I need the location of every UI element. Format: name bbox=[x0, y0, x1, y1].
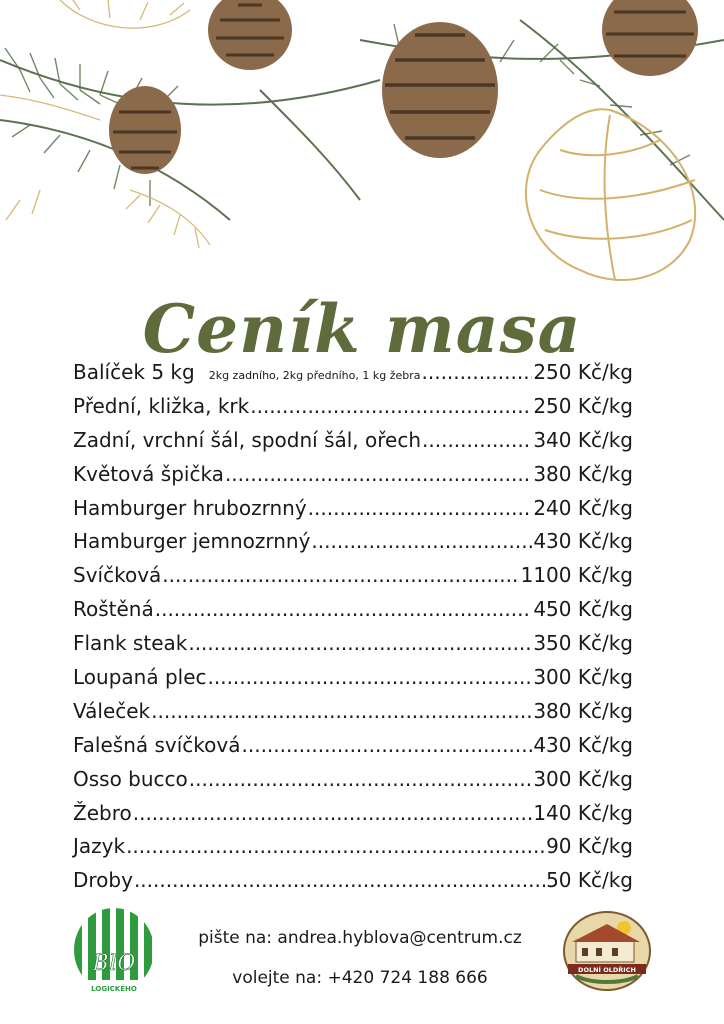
item-name: Roštěná bbox=[73, 597, 154, 622]
dot-leader bbox=[151, 699, 532, 723]
item-price: 250 Kč/kg bbox=[533, 393, 633, 418]
price-row bbox=[73, 360, 633, 394]
dot-leader bbox=[225, 462, 532, 486]
item-name: Přední, kližka, krk bbox=[73, 393, 250, 418]
price-row bbox=[73, 733, 633, 767]
price-row bbox=[73, 868, 633, 902]
item-price: 340 Kč/kg bbox=[533, 427, 633, 452]
item-note: 2kg zadního, 2kg předního, 1 kg žebra bbox=[208, 369, 421, 382]
farm-logo-icon bbox=[562, 910, 652, 992]
pine-decoration bbox=[0, 0, 724, 300]
contact-email: pište na: andrea.hyblova@centrum.cz bbox=[198, 928, 522, 948]
farm-logo-text: DOLNÍ OLDŘICH bbox=[578, 966, 636, 974]
page-title: Ceník masa bbox=[142, 290, 582, 369]
bio-logo-text: BIO bbox=[92, 951, 136, 976]
item-price: 90 Kč/kg bbox=[546, 834, 633, 859]
item-name: Loupaná plec bbox=[73, 665, 207, 690]
dot-leader bbox=[188, 631, 532, 655]
item-price: 380 Kč/kg bbox=[533, 698, 633, 723]
price-list bbox=[73, 360, 633, 902]
item-price: 380 Kč/kg bbox=[533, 461, 633, 486]
item-price: 450 Kč/kg bbox=[533, 597, 633, 622]
price-row bbox=[73, 394, 633, 428]
item-name: Hamburger hrubozrnný bbox=[73, 495, 307, 520]
item-price: 300 Kč/kg bbox=[533, 766, 633, 791]
pine-cone-icon bbox=[382, 22, 498, 158]
item-name: Váleček bbox=[73, 698, 151, 723]
pine-cone-icon bbox=[208, 0, 292, 70]
item-price: 1100 Kč/kg bbox=[520, 563, 633, 588]
dot-leader bbox=[162, 563, 519, 587]
dot-leader bbox=[250, 394, 532, 418]
item-price: 300 Kč/kg bbox=[533, 665, 633, 690]
dot-leader bbox=[422, 428, 532, 452]
bio-logo-icon bbox=[72, 906, 160, 996]
item-price: 430 Kč/kg bbox=[533, 732, 633, 757]
contact-phone: volejte na: +420 724 188 666 bbox=[232, 968, 488, 988]
item-name: Flank steak bbox=[73, 631, 188, 656]
dot-leader bbox=[308, 496, 533, 520]
price-row bbox=[73, 631, 633, 665]
price-row bbox=[73, 462, 633, 496]
pine-cone-icon bbox=[109, 86, 181, 174]
item-price: 50 Kč/kg bbox=[546, 868, 633, 893]
item-name: Zadní, vrchní šál, spodní šál, ořech bbox=[73, 427, 422, 452]
price-row bbox=[73, 496, 633, 530]
item-name: Falešná svíčková bbox=[73, 732, 241, 757]
item-price: 240 Kč/kg bbox=[533, 495, 633, 520]
price-row bbox=[73, 665, 633, 699]
item-name: Droby bbox=[73, 868, 133, 893]
dot-leader bbox=[189, 767, 533, 791]
dot-leader bbox=[208, 665, 533, 689]
item-name: Květová špička bbox=[73, 461, 224, 486]
price-row bbox=[73, 699, 633, 733]
price-row bbox=[73, 801, 633, 835]
item-name: Hamburger jemnozrnný bbox=[73, 529, 311, 554]
price-row bbox=[73, 767, 633, 801]
pine-cone-icon bbox=[526, 109, 695, 280]
pine-cone-icon bbox=[602, 0, 698, 76]
item-name: Svíčková bbox=[73, 563, 162, 588]
item-price: 350 Kč/kg bbox=[533, 631, 633, 656]
price-row bbox=[73, 597, 633, 631]
dot-leader bbox=[126, 834, 545, 858]
item-name: Balíček 5 kg bbox=[73, 360, 195, 384]
item-name: Žebro bbox=[73, 800, 132, 825]
dot-leader bbox=[133, 801, 533, 825]
item-name: Osso bucco bbox=[73, 766, 188, 791]
item-price: 250 Kč/kg bbox=[533, 360, 633, 384]
bio-logo-band: LOGICKÉHO bbox=[91, 985, 137, 993]
price-row bbox=[73, 834, 633, 868]
item-name: Jazyk bbox=[73, 834, 126, 859]
dot-leader bbox=[155, 597, 533, 621]
dot-leader bbox=[422, 360, 533, 384]
price-row bbox=[73, 563, 633, 597]
dot-leader bbox=[311, 529, 532, 553]
price-row bbox=[73, 529, 633, 563]
dot-leader bbox=[134, 868, 545, 892]
item-price: 140 Kč/kg bbox=[533, 800, 633, 825]
item-price: 430 Kč/kg bbox=[533, 529, 633, 554]
price-row bbox=[73, 428, 633, 462]
dot-leader bbox=[242, 733, 533, 757]
